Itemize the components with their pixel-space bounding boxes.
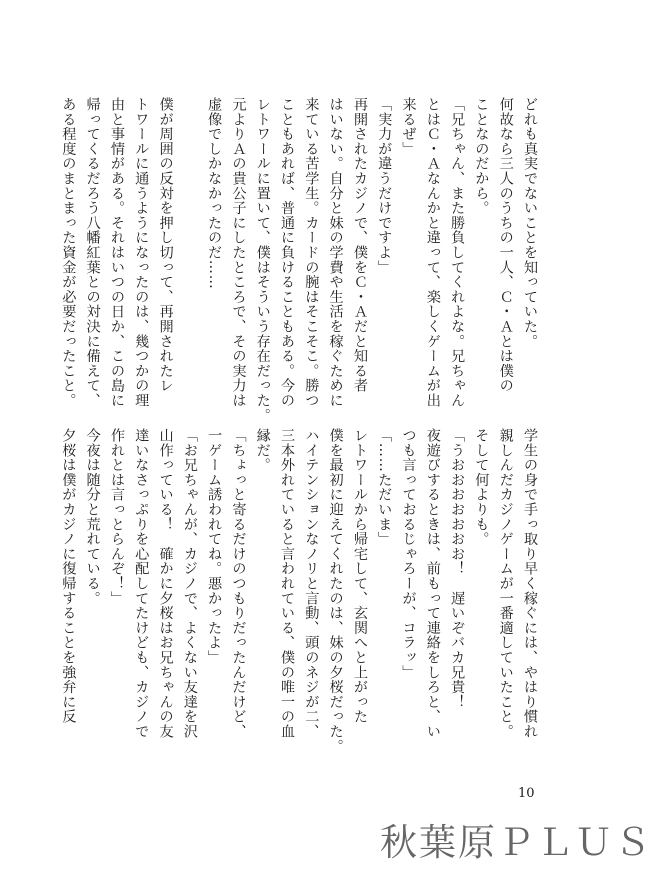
site-watermark: 秋葉原ＰＬＵＳ — [380, 821, 653, 864]
lower-text-block — [56, 428, 542, 754]
text-line: 夜遊びするときは、前もって連絡をしろと、い — [424, 428, 441, 739]
text-line: 今夜は随分と荒れている。 — [84, 428, 101, 606]
text-line: ハイテンションなノリと言動、頭のネジが二、 — [303, 428, 320, 739]
text-line: こともあれば、普通に負けることもある。今の — [279, 97, 296, 408]
text-line: 夕桜は僕がカジノに復帰することを強弁に反 — [60, 428, 77, 724]
text-line: 縁だ。 — [254, 428, 271, 473]
text-line: 「ちょっと寄るだけのつもりだったんだけど、 — [230, 428, 247, 739]
text-line: 「お兄ちゃんが、カジノで、よくない友達を沢 — [181, 428, 198, 739]
text-line: 山作っている！ 確かに夕桜はお兄ちゃんの友 — [157, 428, 174, 739]
text-line — [178, 97, 202, 412]
text-line: 僕を最初に迎えてくれたのは、妹の夕桜だった。 — [327, 428, 344, 754]
text-line: 帰ってくるだろう八幡紅葉との対決に備えて、 — [84, 97, 101, 408]
text-line: 僕が周囲の反対を押し切って、再開されたレ — [157, 97, 174, 393]
page-number: 10 — [518, 786, 535, 801]
text-line: 何故なら三人のうちの一人、Ｃ・Ａとは僕の — [497, 97, 514, 393]
text-line: つも言っておるじゃろーが、コラッ」 — [400, 428, 417, 680]
text-line: 親しんだカジノゲームが一番適していたこと。 — [497, 428, 514, 739]
text-line: 来ている苦学生。カードの腕はそこそこ。勝つ — [303, 97, 320, 408]
text-line: 一ゲーム誘われてね。悪かったよ」 — [206, 428, 223, 665]
text-line: 作れとは言っとらんぞ！」 — [108, 428, 125, 606]
text-line: 虚像でしかなかったのだ…… — [206, 97, 223, 290]
text-line: ことなのだから。 — [473, 97, 490, 216]
text-line: とはＣ・Ａなんかと違って、楽しくゲームが出 — [424, 97, 441, 408]
text-line: 元よりＡの貴公子にしたところで、その実力は — [230, 97, 247, 408]
upper-text-block — [56, 97, 542, 423]
text-line: 「兄ちゃん、また勝負してくれよな。兄ちゃん — [449, 97, 466, 408]
text-line: そして何よりも。 — [473, 428, 490, 547]
text-line: 由と事情がある。それはいつの日か、この島に — [108, 97, 125, 408]
text-line: はいない。自分と妹の学費や生活を稼ぐために — [327, 97, 344, 408]
text-line: 学生の身で手っ取り早く稼ぐには、やはり慣れ — [522, 428, 538, 739]
text-line: 「うおおおおおおお！ 遅いぞバカ兄貴！ — [449, 428, 466, 710]
text-line: レトワールから帰宅して、玄関へと上がった — [351, 428, 368, 724]
text-line: 「実力が違うだけですよ」 — [376, 97, 393, 275]
text-line: ある程度のまとまった資金が必要だったこと。 — [60, 97, 77, 408]
text-line: どれも真実でないことを知っていた。 — [522, 97, 538, 349]
text-line: トワールに通うようになったのは、幾つかの理 — [133, 97, 150, 408]
text-line: 達いなさっぷりを心配してたけども、カジノで — [133, 428, 150, 739]
text-line: レトワールに置いて、僕はそういう存在だった。 — [254, 97, 271, 423]
text-line: 「……ただいま」 — [376, 428, 393, 547]
text-line: 三本外れていると言われている、僕の唯一の血 — [279, 428, 296, 739]
text-line: 再開されたカジノで、僕をＣ・Ａだと知る者 — [351, 97, 368, 393]
text-line: 来るぜ」 — [400, 97, 417, 157]
